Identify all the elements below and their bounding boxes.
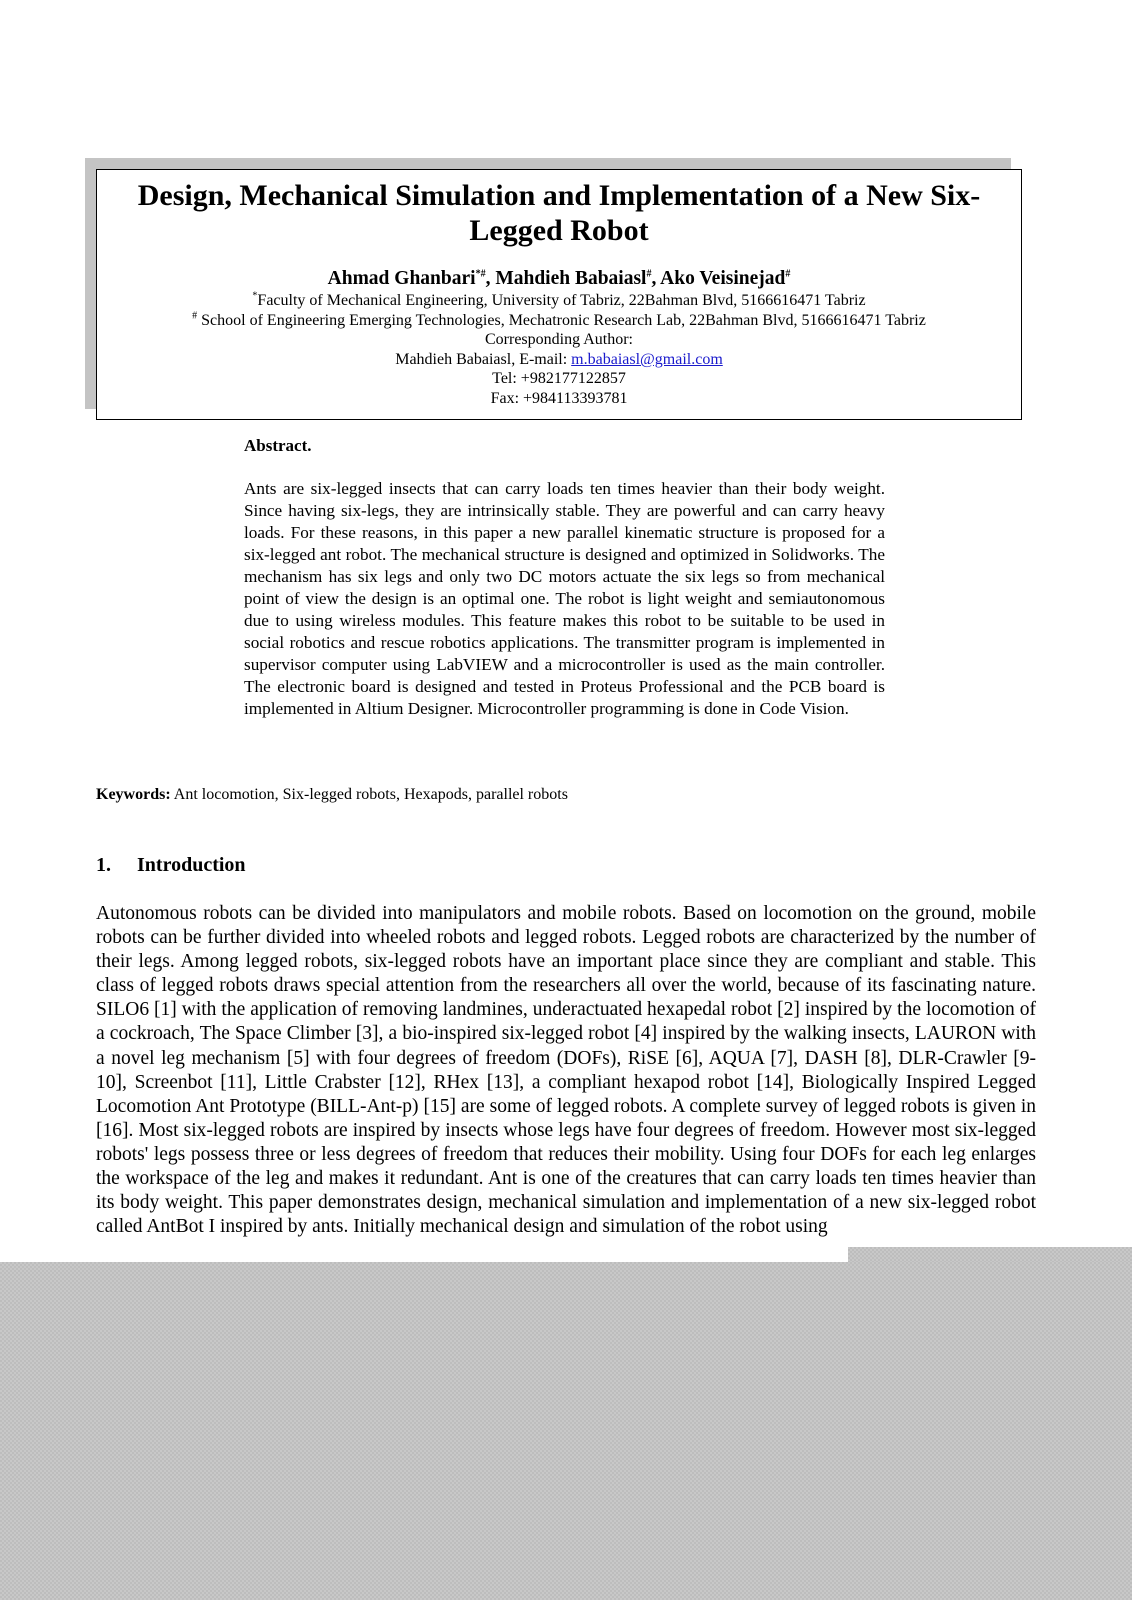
telephone: Tel: +982177122857	[492, 370, 626, 388]
section-heading	[96, 854, 246, 877]
section-title: Introduction	[137, 854, 246, 876]
author-list	[97, 267, 1021, 291]
abstract-text: Ants are six-legged insects that can carry loads ten times heavier than their body weight. Since having six-legs, they are intrinsically stable. They are powerful and can carry heavy loads. For these reasons, in this paper a new parallel kinematic structure is proposed for a six-legged ant robot. The mechanical structure is designed and optimized in Solidworks. The mechanism has six legs and only two DC motors actuate the six legs so from mechanical point of view the design is an optimal one. The robot is light weight and semiautonomous due to using wireless modules. This feature makes this robot to be suitable to be used in social robotics and rescue robotics applications. The transmitter program is implemented in supervisor computer using LabVIEW and a microcontroller is used as the main controller. The electronic board is designed and tested in Proteus Professional and the PCB board is implemented in Altium Designer. Microcontroller programming is done in Code Vision.	[244, 479, 885, 718]
affiliation-1: *Faculty of Mechanical Engineering, University of Tabriz, 22Bahman Blvd, 5166616471 Tabriz	[252, 290, 866, 309]
section-number: 1.	[96, 854, 111, 876]
author-3: Ako Veisinejad#	[660, 268, 791, 289]
affiliation-2: # School of Engineering Emerging Technologies, Mechatronic Research Lab, 22Bahman Blvd, 5166616471 Tabriz	[192, 310, 926, 329]
gray-overlay	[0, 1262, 1132, 1600]
author-2: Mahdieh Babaiasl#,	[495, 268, 661, 289]
gray-overlay-notch	[848, 1247, 1132, 1263]
author-1: Ahmad Ghanbari*#,	[327, 268, 496, 289]
corresponding-label: Corresponding Author:	[485, 331, 633, 349]
email-link[interactable]: m.babaiasl@gmail.com	[571, 350, 723, 368]
introduction-text: Autonomous robots can be divided into manipulators and mobile robots. Based on locomotion on the ground, mobile robots can be further divided into wheeled robots and legged robots. Legged robots are characterized by the number of their legs. Among legged robots, six-legged robots have an important place since they are compliant and stable. This class of legged robots draws special attention from the researchers all over the world, because of its fascinating nature. SILO6 [1] with the application of removing landmines, underactuated hexapedal robot [2] inspired by the locomotion of a cockroach, The Space Climber [3], a bio-inspired six-legged robot [4] inspired by the walking insects, LAURON with a novel leg mechanism [5] with four degrees of freedom (DOFs), RiSE [6], AQUA [7], DASH [8], DLR-Crawler [9-10], Screenbot [11], Little Crabster [12], RHex [13], a compliant hexapod robot [14], Biologically Inspired Legged Locomotion Ant Prototype (BILL-Ant-p) [15] are some of legged robots. A complete survey of legged robots is given in [16]. Most six-legged robots are inspired by insects whose legs have four degrees of freedom. However most six-legged robots' legs possess three or less degrees of freedom that reduces their mobility. Using four DOFs for each leg enlarges the workspace of the leg and makes it redundant. Ant is one of the creatures that can carry loads ten times heavier than its body weight. This paper demonstrates design, mechanical simulation and implementation of a new six-legged robot called AntBot I inspired by ants. Initially mechanical design and simulation of the robot using	[96, 903, 1036, 1238]
paper-title: Design, Mechanical Simulation and Implementation of a New Six-Legged Robot	[137, 179, 981, 247]
keywords	[96, 786, 568, 804]
title-box	[96, 169, 1022, 420]
corresponding-author: Mahdieh Babaiasl, E-mail: m.babaiasl@gmail.com	[395, 350, 723, 368]
keywords-list: Ant locomotion, Six-legged robots, Hexapods, parallel robots	[170, 786, 568, 803]
keywords-label: Keywords:	[96, 786, 171, 803]
abstract-heading: Abstract.	[244, 436, 312, 455]
fax: Fax: +984113393781	[490, 389, 628, 407]
